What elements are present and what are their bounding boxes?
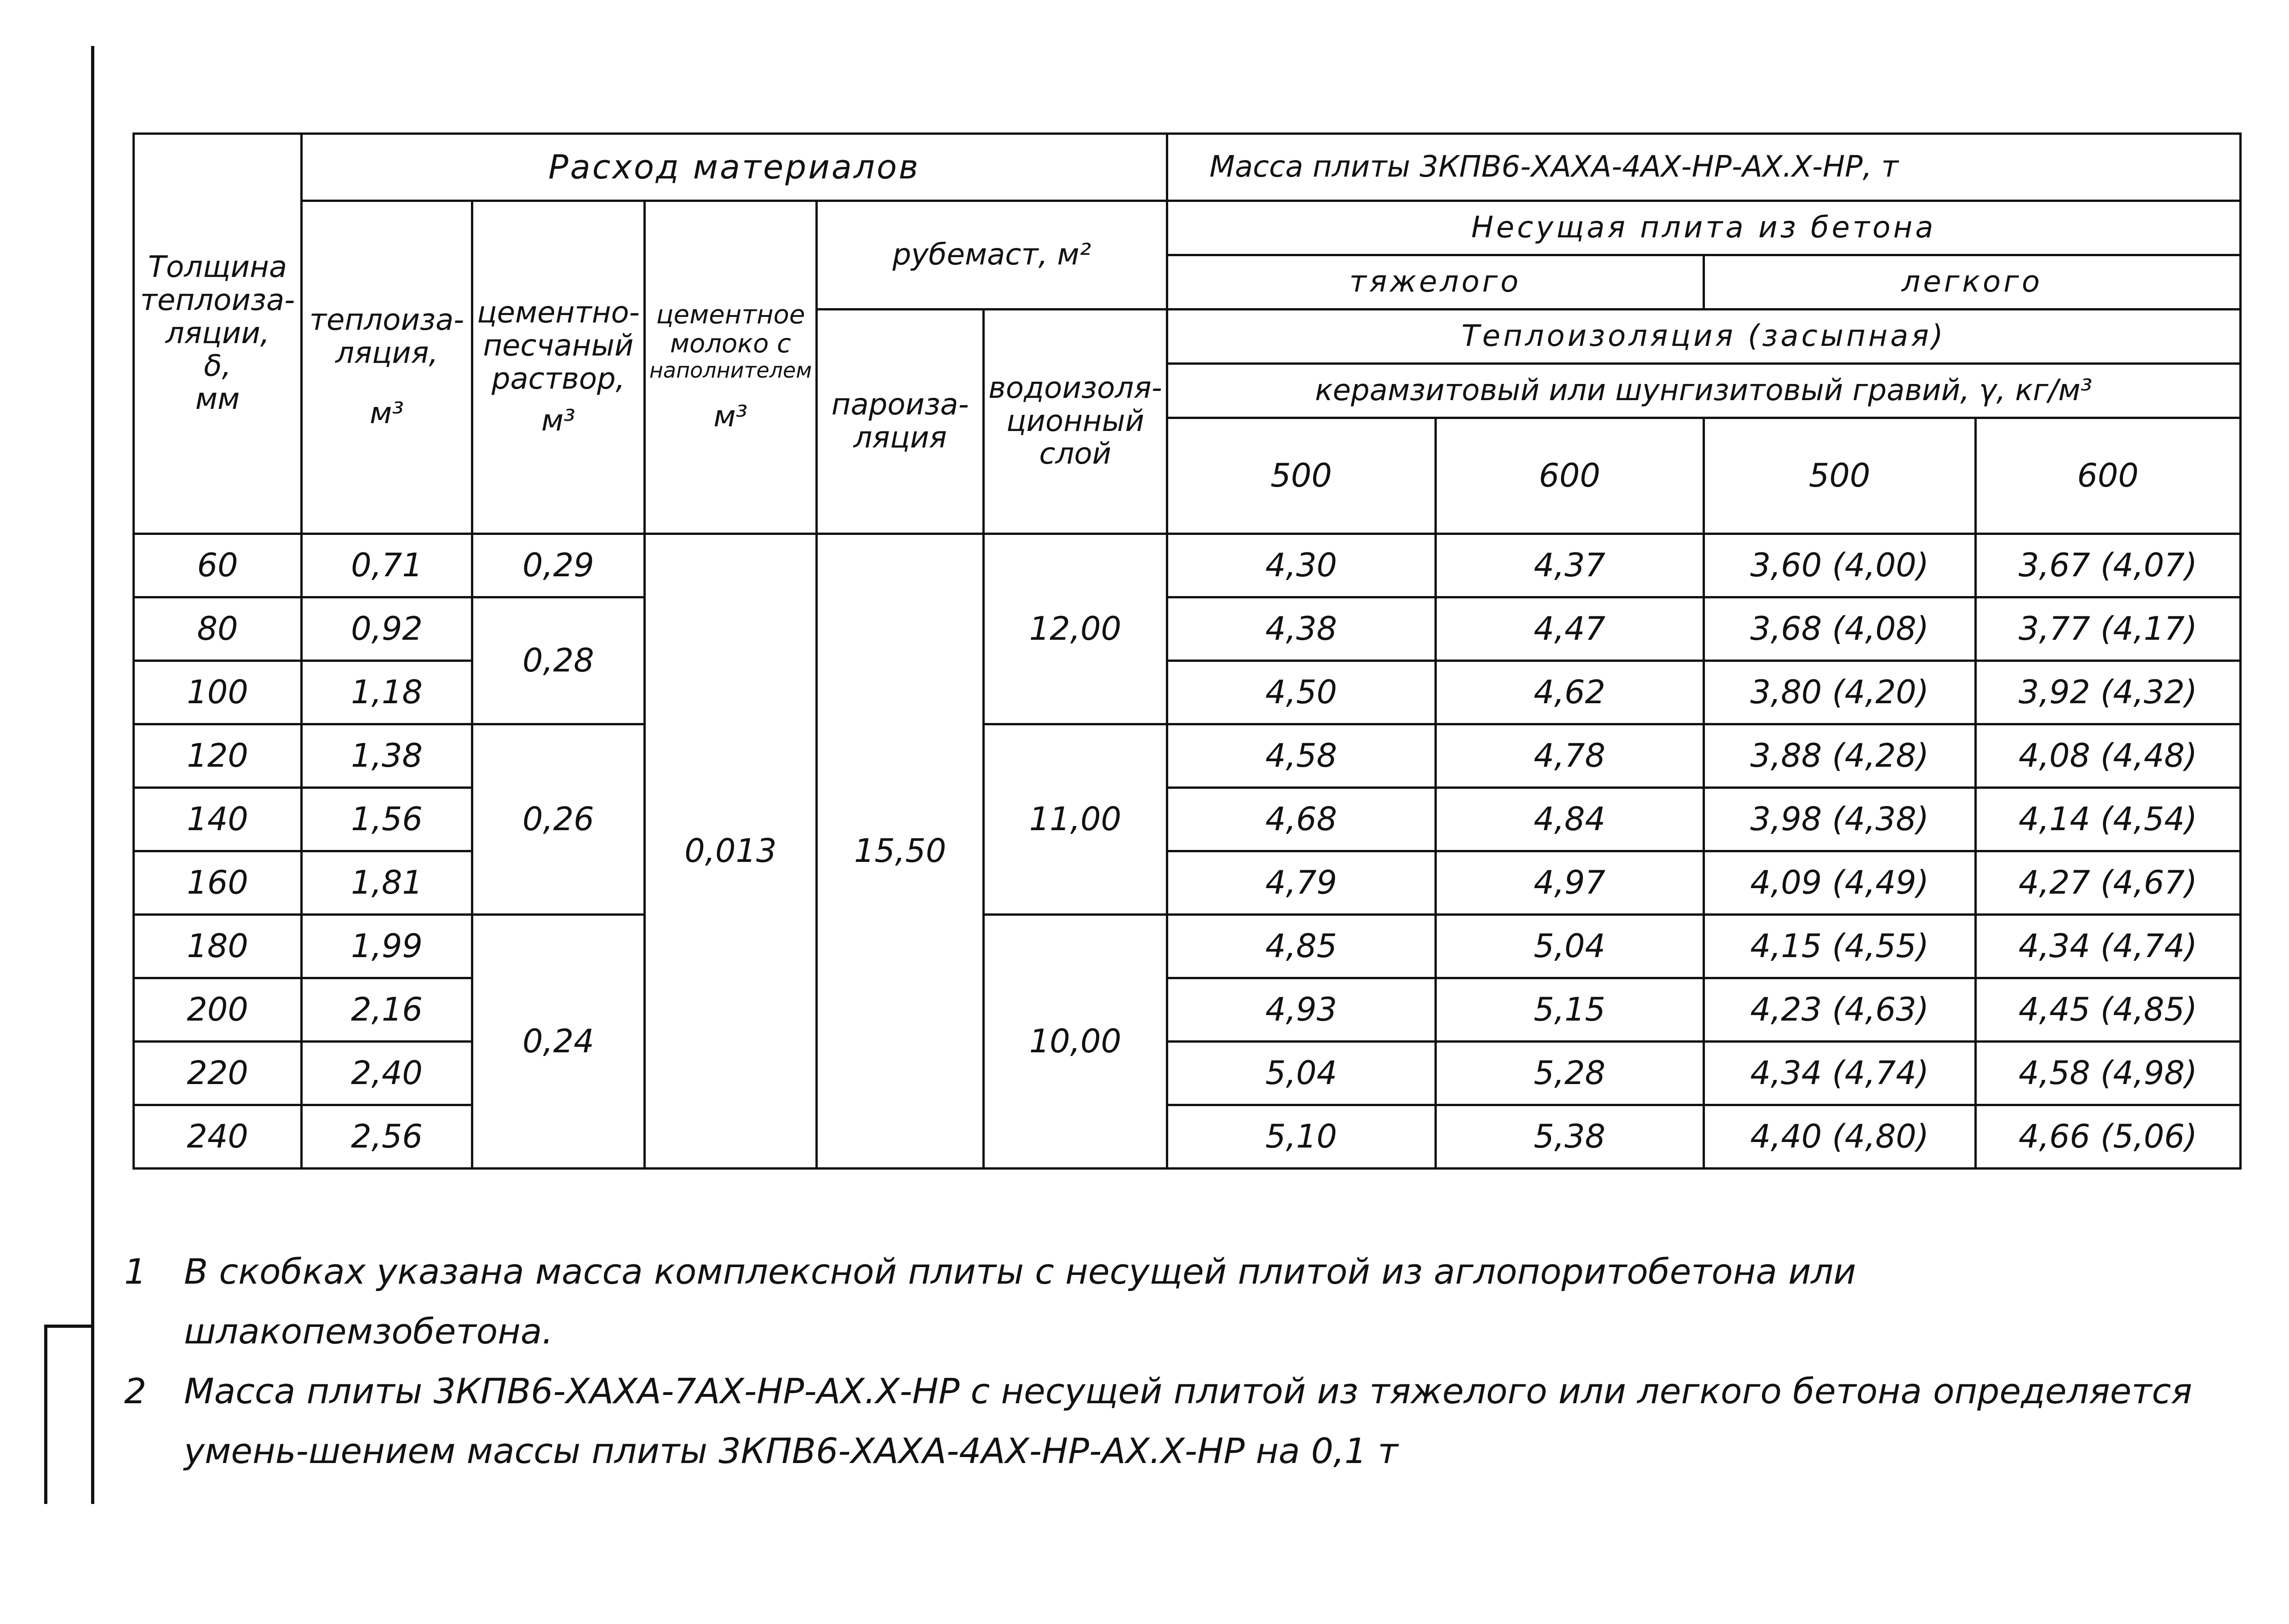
cell-thickness: 60 (134, 534, 302, 597)
cell-mass-light-600: 4,34 (4,74) (1975, 915, 2240, 978)
table-row (134, 1105, 2241, 1169)
cell-thickness: 220 (134, 1042, 302, 1105)
table-row (134, 851, 2241, 915)
cell-waterproof-area: 12,00 (984, 534, 1167, 724)
table-row (134, 1042, 2241, 1105)
drawing-frame-line (91, 46, 94, 1504)
cell-mass-heavy-600: 5,15 (1435, 978, 1704, 1042)
cell-mass-light-500: 3,80 (4,20) (1704, 661, 1975, 724)
cell-thickness: 200 (134, 978, 302, 1042)
cell-mortar-volume: 0,29 (472, 534, 645, 597)
cell-mortar-volume: 0,24 (472, 915, 645, 1169)
cell-insulation-volume: 1,18 (302, 661, 472, 724)
cell-insulation-volume: 2,56 (302, 1105, 472, 1169)
cell-cement-milk-volume: 0,013 (644, 534, 816, 1169)
note-item (124, 1242, 2194, 1361)
cell-mass-heavy-500: 4,58 (1167, 724, 1435, 788)
cell-mass-light-600: 3,92 (4,32) (1975, 661, 2240, 724)
header-density-light-500: 500 (1704, 418, 1975, 534)
cell-insulation-volume: 1,38 (302, 724, 472, 788)
cell-insulation-volume: 0,92 (302, 597, 472, 661)
header-heavy-concrete: тяжелого (1167, 255, 1704, 310)
cell-mortar-volume: 0,26 (472, 724, 645, 915)
header-carrier-slab: Несущая плита из бетона (1167, 201, 2240, 255)
cell-mass-heavy-500: 4,38 (1167, 597, 1435, 661)
table-notes (124, 1242, 2194, 1481)
cell-mass-light-600: 4,14 (4,54) (1975, 788, 2240, 851)
table-row (134, 724, 2241, 788)
cell-mass-light-500: 4,15 (4,55) (1704, 915, 1975, 978)
cell-mass-light-600: 4,08 (4,48) (1975, 724, 2240, 788)
cell-insulation-volume: 1,81 (302, 851, 472, 915)
header-density-heavy-500: 500 (1167, 418, 1435, 534)
cell-mass-heavy-500: 4,79 (1167, 851, 1435, 915)
header-cement-sand-mortar: цементно- песчаный раствор, м³ (472, 201, 645, 534)
cell-waterproof-area: 11,00 (984, 724, 1167, 915)
cell-mass-light-500: 3,98 (4,38) (1704, 788, 1975, 851)
cell-mass-light-600: 4,66 (5,06) (1975, 1105, 2240, 1169)
cell-thickness: 100 (134, 661, 302, 724)
cell-insulation-volume: 0,71 (302, 534, 472, 597)
cell-mass-light-500: 4,23 (4,63) (1704, 978, 1975, 1042)
cell-mass-heavy-600: 4,62 (1435, 661, 1704, 724)
cell-thickness: 140 (134, 788, 302, 851)
cell-mass-light-500: 4,09 (4,49) (1704, 851, 1975, 915)
note-text: Масса плиты 3КПВ6-ХАХА-7АХ-НР-АХ.Х-НР с несущей плитой из тяжелого или легкого бетона определяется умень-шением массы плиты 3КПВ6-ХАХА-4АХ-НР-АХ.Х-НР на 0,1 т (184, 1371, 2192, 1471)
cell-mass-heavy-500: 4,85 (1167, 915, 1435, 978)
note-number: 1 (124, 1251, 147, 1292)
cell-mass-heavy-600: 5,38 (1435, 1105, 1704, 1169)
table-row (134, 661, 2241, 724)
cell-insulation-volume: 1,99 (302, 915, 472, 978)
cell-mass-heavy-600: 5,04 (1435, 915, 1704, 978)
note-number: 2 (124, 1371, 147, 1412)
header-material-consumption: Расход материалов (302, 134, 1167, 201)
header-cement-milk: цементное молоко с наполнителем м³ (644, 201, 816, 534)
table-row (134, 978, 2241, 1042)
cell-vapor-barrier-area: 15,50 (817, 534, 984, 1169)
cell-thickness: 160 (134, 851, 302, 915)
header-density-light-600: 600 (1975, 418, 2240, 534)
header-thermal-insulation: теплоиза- ляция, м³ (302, 201, 472, 534)
cell-mass-light-600: 3,77 (4,17) (1975, 597, 2240, 661)
cell-thickness: 80 (134, 597, 302, 661)
cell-mass-heavy-600: 4,97 (1435, 851, 1704, 915)
cell-mass-heavy-500: 4,68 (1167, 788, 1435, 851)
cell-mass-heavy-600: 4,37 (1435, 534, 1704, 597)
note-text: В скобках указана масса комплексной плиты с несущей плитой из аглопоритобетона или шлакопемзобетона. (184, 1251, 1856, 1352)
cell-thickness: 240 (134, 1105, 302, 1169)
cell-insulation-volume: 2,16 (302, 978, 472, 1042)
cell-mass-light-600: 4,45 (4,85) (1975, 978, 2240, 1042)
cell-insulation-volume: 2,40 (302, 1042, 472, 1105)
cell-mass-light-600: 4,58 (4,98) (1975, 1042, 2240, 1105)
cell-mass-light-500: 3,88 (4,28) (1704, 724, 1975, 788)
cell-mass-heavy-500: 4,50 (1167, 661, 1435, 724)
header-vapor-barrier: пароиза- ляция (817, 310, 984, 534)
cell-thickness: 180 (134, 915, 302, 978)
cell-mass-heavy-600: 4,84 (1435, 788, 1704, 851)
table-row (134, 597, 2241, 661)
cell-mass-heavy-500: 5,04 (1167, 1042, 1435, 1105)
cell-mass-light-500: 3,60 (4,00) (1704, 534, 1975, 597)
header-thickness: Толщина теплоиза- ляции, δ, мм (134, 134, 302, 534)
materials-mass-table (132, 132, 2242, 1170)
cell-thickness: 120 (134, 724, 302, 788)
table-row (134, 788, 2241, 851)
header-ruberoid: рубемаст, м² (817, 201, 1167, 310)
cell-waterproof-area: 10,00 (984, 915, 1167, 1169)
table-row (134, 915, 2241, 978)
cell-mass-light-500: 4,34 (4,74) (1704, 1042, 1975, 1105)
cell-mortar-volume: 0,28 (472, 597, 645, 724)
header-waterproof-layer: водоизоля- ционный слой (984, 310, 1167, 534)
header-slab-mass: Масса плиты 3КПВ6-ХАХА-4АХ-НР-АХ.Х-НР, т (1167, 134, 2240, 201)
cell-mass-light-500: 3,68 (4,08) (1704, 597, 1975, 661)
cell-mass-light-500: 4,40 (4,80) (1704, 1105, 1975, 1169)
cell-mass-heavy-500: 4,93 (1167, 978, 1435, 1042)
cell-mass-heavy-600: 4,78 (1435, 724, 1704, 788)
header-light-concrete: легкого (1704, 255, 2240, 310)
drawing-frame-stub (44, 1325, 92, 1328)
note-item (124, 1361, 2194, 1481)
cell-mass-light-600: 4,27 (4,67) (1975, 851, 2240, 915)
cell-mass-heavy-600: 5,28 (1435, 1042, 1704, 1105)
header-insulation-fill: Теплоизоляция (засыпная) (1167, 310, 2240, 364)
cell-mass-heavy-500: 4,30 (1167, 534, 1435, 597)
cell-insulation-volume: 1,56 (302, 788, 472, 851)
cell-mass-light-600: 3,67 (4,07) (1975, 534, 2240, 597)
drawing-frame-stub-vertical (44, 1325, 47, 1504)
cell-mass-heavy-600: 4,47 (1435, 597, 1704, 661)
header-gravel-density: керамзитовый или шунгизитовый гравий, γ, кг/м³ (1167, 364, 2240, 418)
table-row (134, 534, 2241, 597)
cell-mass-heavy-500: 5,10 (1167, 1105, 1435, 1169)
header-density-heavy-600: 600 (1435, 418, 1704, 534)
